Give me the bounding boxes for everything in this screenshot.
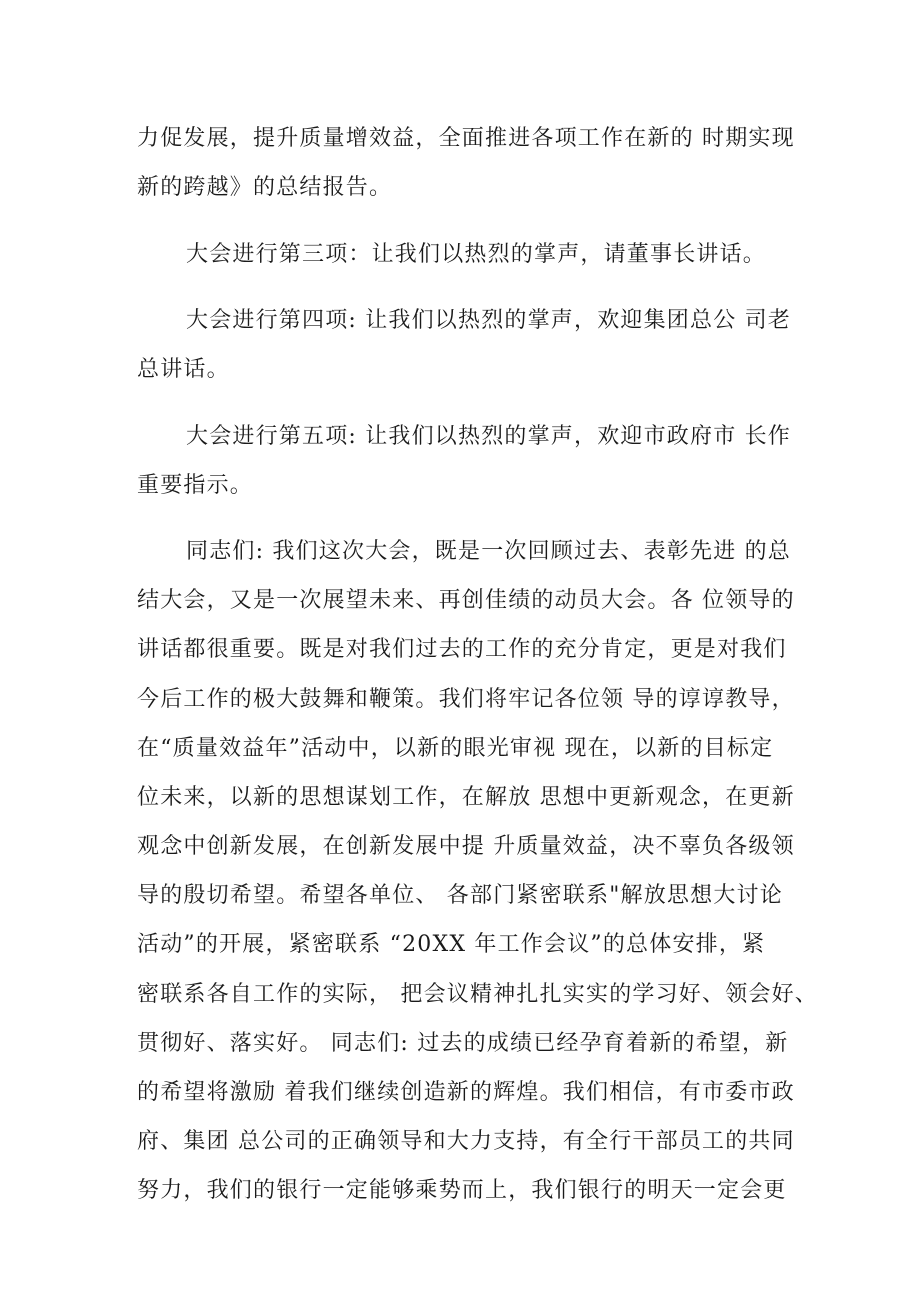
text-line: 活动”的开展，紧密联系 “20XX 年工作会议”的总体安排，紧 — [137, 932, 766, 957]
text-line: 府、集团 总公司的正确领导和大力支持，有全行干部员工的共同 — [137, 1129, 795, 1154]
text-line: 的希望将激励 着我们继续创造新的辉煌。我们相信，有市委市政 — [137, 1080, 795, 1105]
text-line: 大会进行第三项：让我们以热烈的掌声，请董事长讲话。 — [186, 242, 767, 267]
text-line: 位未来，以新的思想谋划工作，在解放 思想中更新观念，在更新 — [137, 785, 795, 810]
text-line: 贯彻好、落实好。 同志们: 过去的成绩已经孕育着新的希望，新 — [137, 1031, 789, 1056]
text-line: 努力，我们的银行一定能够乘势而上，我们银行的明天一定会更 — [137, 1178, 787, 1203]
text-line: 密联系各自工作的实际， 把会议精神扎扎实实的学习好、领会好、 — [137, 982, 818, 1007]
text-line: 结大会，又是一次展望未来、再创佳绩的动员大会。各 位领导的 — [137, 588, 795, 613]
text-line: 新的跨越》的总结报告。 — [137, 175, 393, 200]
text-line: 在“质量效益年”活动中，以新的眼光审视 现在，以新的目标定 — [137, 736, 774, 761]
text-line: 今后工作的极大鼓舞和鞭策。我们将牢记各位领 导的谆谆教导， — [137, 687, 795, 712]
text-line: 力促发展，提升质量增效益，全面推进各项工作在新的 时期实现 — [137, 126, 795, 151]
text-line: 总讲话。 — [137, 357, 230, 382]
text-line: 导的殷切希望。希望各单位、 各部门紧密联系"解放思想大讨论 — [137, 883, 783, 908]
text-line: 讲话都很重要。既是对我们过去的工作的充分肯定，更是对我们 — [137, 637, 787, 662]
text-line: 重要指示。 — [137, 473, 254, 498]
text-line: 大会进行第五项: 让我们以热烈的掌声，欢迎市政府市 长作 — [186, 424, 792, 449]
text-line: 大会进行第四项: 让我们以热烈的掌声，欢迎集团总公 司老 — [186, 308, 792, 333]
text-line: 同志们: 我们这次大会，既是一次回顾过去、表彰先进 的总 — [186, 539, 792, 564]
text-line: 观念中创新发展，在创新发展中提 升质量效益，决不辜负各级领 — [137, 834, 795, 859]
